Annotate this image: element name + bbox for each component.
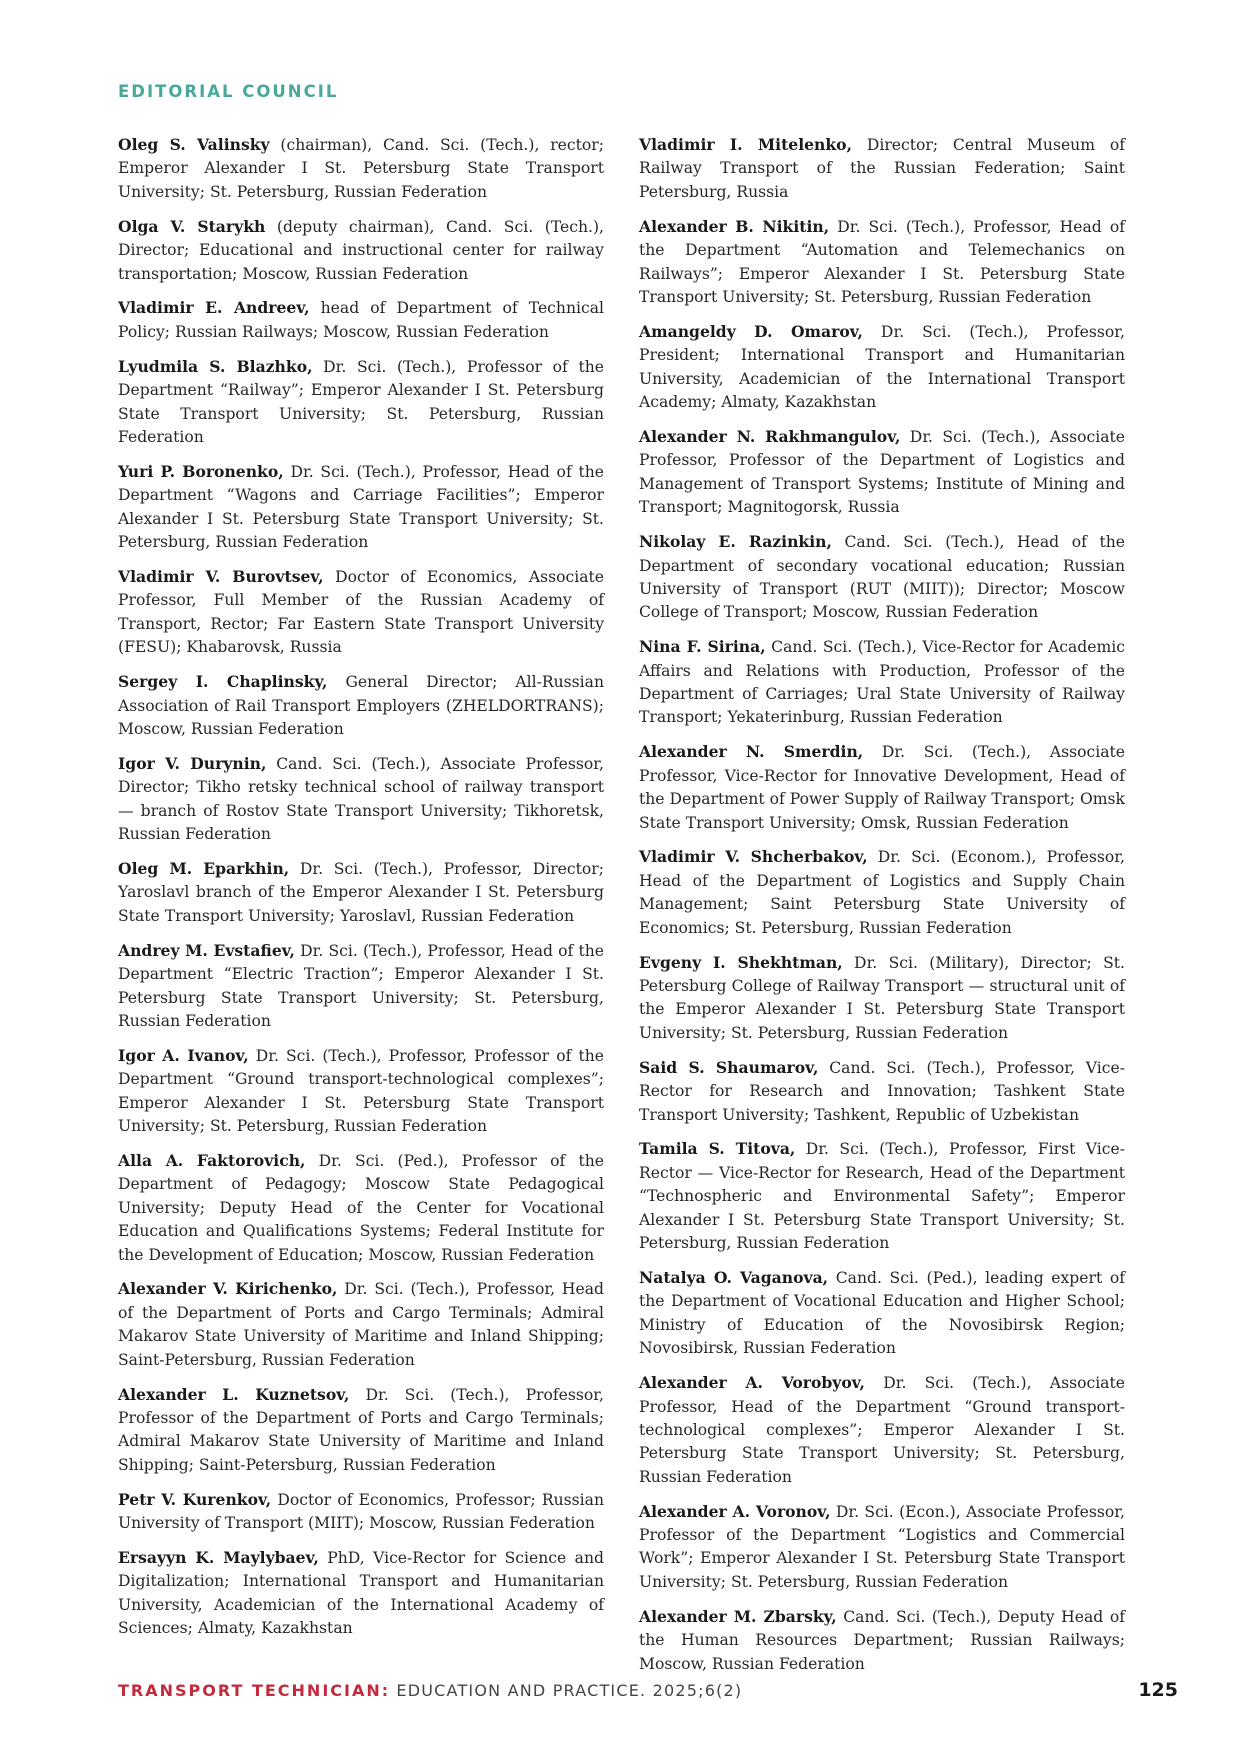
member-name: Lyudmila S. Blazhko, xyxy=(118,356,313,376)
member-description: (chairman), Cand. Sci. (Tech.), rector; Emperor Alexander I St. Petersburg State Transport University; St. Petersburg, Russian Federation xyxy=(118,136,604,201)
member-entry xyxy=(639,1371,1125,1489)
member-description: Dr. Sci. (Tech.), Professor, Head of the Department “Automation and Telemechanics on Railways”; Emperor Alexander I St. Petersburg State Transport University; St. Petersburg, Russian Federation xyxy=(639,217,1125,306)
member-description: Dr. Sci. (Tech.), Professor, Head of the Department “Electric Traction”; Emperor Alexander I St. Petersburg State Transport University; St. Petersburg, Russian Federation xyxy=(118,941,604,1030)
member-entry xyxy=(118,670,604,741)
member-entry xyxy=(118,355,604,450)
member-name: Oleg M. Eparkhin, xyxy=(118,858,290,878)
member-description: Cand. Sci. (Ped.), leading expert of the Department of Vocational Education and Higher School; Ministry of Education of the Novosibirsk Region; Novosibirsk, Russian Federation xyxy=(639,1268,1125,1358)
member-entry xyxy=(639,215,1125,310)
member-name: Tamila S. Titova, xyxy=(639,1139,796,1159)
member-description: Dr. Sci. (Tech.), Professor, First Vice-Rector — Vice-Rector for Research, Head of the Department “Technospheric and Environmental Safety”; Emperor Alexander I St. Petersburg State Transport University; St. Petersburg, Russian Federation xyxy=(639,1140,1125,1253)
member-name: Said S. Shaumarov, xyxy=(639,1057,819,1077)
member-name: Sergey I. Chaplinsky, xyxy=(118,672,328,692)
member-entry xyxy=(118,752,604,847)
member-entry xyxy=(118,1546,604,1641)
member-name: Alexander A. Vorobyov, xyxy=(639,1373,865,1393)
member-name: Yuri P. Boronenko, xyxy=(118,461,284,481)
member-description: Dr. Sci. (Tech.), Professor, Professor of the Department of Ports and Cargo Terminals; Admiral Makarov State University of Maritime and Inland Shipping; Saint-Petersburg, Russian Federation xyxy=(118,1385,604,1474)
member-name: Vladimir V. Burovtsev, xyxy=(118,567,324,586)
member-description: Cand. Sci. (Tech.), Deputy Head of the Human Resources Department; Russian Railways; Moscow, Russian Federation xyxy=(639,1607,1125,1673)
member-name: Alexander N. Smerdin, xyxy=(639,742,864,762)
section-heading: EDITORIAL COUNCIL xyxy=(118,82,339,101)
member-entry xyxy=(639,425,1125,520)
member-description: Director; Central Museum of Railway Transport of the Russian Federation; Saint Petersburg, Russia xyxy=(639,136,1125,201)
member-entry xyxy=(118,215,604,286)
journal-issue: 2025;6(2) xyxy=(646,1681,743,1700)
member-entry xyxy=(639,530,1125,625)
member-name: Vladimir E. Andreev, xyxy=(118,298,310,318)
journal-title xyxy=(118,1681,742,1700)
member-entry xyxy=(118,133,604,204)
member-entry xyxy=(639,740,1125,835)
member-name: Vladimir I. Mitelenko, xyxy=(639,135,853,154)
member-description: Dr. Sci. (Tech.), Professor, President; International Transport and Humanitarian University, Academician of the International Transport Academy; Almaty, Kazakhstan xyxy=(639,322,1126,412)
member-description: Cand. Sci. (Tech.), Associate Professor, Director; Tikho retsky technical school of railway transport — branch of Rostov State Transport University; Tikhoretsk, Russian Federation xyxy=(118,754,604,844)
member-description: Dr. Sci. (Tech.), Professor of the Department “Railway”; Emperor Alexander I St. Petersburg State Transport University; St. Petersburg, Russian Federation xyxy=(118,357,604,446)
journal-subtitle: EDUCATION AND PRACTICE. xyxy=(390,1681,647,1700)
member-description: Dr. Sci. (Tech.), Professor, Director; Yaroslavl branch of the Emperor Alexander I St. Petersburg State Transport University; Yaroslavl, Russian Federation xyxy=(118,859,605,925)
member-entry xyxy=(118,939,604,1034)
member-description: Dr. Sci. (Econ.), Associate Professor, Professor of the Department “Logistics and Commercial Work”; Emperor Alexander I St. Petersburg State Transport University; St. Petersburg, Russian Federation xyxy=(639,1502,1125,1591)
member-entry xyxy=(118,296,604,344)
member-description: Dr. Sci. (Tech.), Associate Professor, Vice-Rector for Innovative Development, Head of the Department of Power Supply of Railway Transport; Omsk State Transport University; Omsk, Russian Federation xyxy=(639,743,1125,832)
member-name: Amangeldy D. Omarov, xyxy=(639,321,863,341)
member-description: (deputy chairman), Cand. Sci. (Tech.), Director; Educational and instructional center for railway transportation; Moscow, Russian Federation xyxy=(118,217,604,283)
member-entry xyxy=(639,1605,1125,1676)
member-name: Alexander V. Kirichenko, xyxy=(118,1279,338,1299)
member-description: Dr. Sci. (Tech.), Professor, Head of the Department of Ports and Cargo Terminals; Admiral Makarov State University of Maritime and Inland Shipping; Saint-Petersburg, Russian Federation xyxy=(118,1280,604,1369)
member-name: Alexander L. Kuznetsov, xyxy=(118,1384,350,1404)
member-description: Dr. Sci. (Tech.), Associate Professor, Head of the Department “Ground transport-technological complexes”; Emperor Alexander I St. Petersburg State Transport University; St. Petersburg, Russian Federation xyxy=(639,1374,1125,1486)
member-entry xyxy=(118,565,604,660)
member-description: PhD, Vice-Rector for Science and Digitalization; International Transport and Humanitarian University, Academician of the International Academy of Sciences; Almaty, Kazakhstan xyxy=(118,1549,604,1638)
member-description: Cand. Sci. (Tech.), Head of the Department of secondary vocational education; Russian University of Transport (RUT (MIIT)); Director; Moscow College of Transport; Moscow, Russian Federation xyxy=(639,533,1126,622)
member-name: Alexander A. Voronov, xyxy=(639,1501,831,1521)
member-description: Dr. Sci. (Ped.), Professor of the Department of Pedagogy; Moscow State Pedagogical University; Deputy Head of the Center for Vocational Education and Qualifications Systems; Federal Institute for the Development of Education; Moscow, Russian Federation xyxy=(118,1151,605,1264)
page-number: 125 xyxy=(1138,1679,1178,1701)
member-entry xyxy=(118,1277,604,1372)
member-name: Alexander B. Nikitin, xyxy=(639,216,830,236)
member-entry xyxy=(118,1149,604,1267)
member-name: Petr V. Kurenkov, xyxy=(118,1489,272,1509)
member-name: Igor A. Ivanov, xyxy=(118,1045,249,1065)
member-name: Alexander M. Zbarsky, xyxy=(639,1606,837,1626)
member-entry xyxy=(118,460,604,555)
member-name: Natalya O. Vaganova, xyxy=(639,1267,829,1287)
member-description: Dr. Sci. (Military), Director; St. Petersburg College of Railway Transport — structural unit of the Emperor Alexander I St. Petersburg State Transport University; St. Petersburg, Russian Federation xyxy=(639,953,1125,1042)
member-entry xyxy=(118,1044,604,1139)
member-description: Dr. Sci. (Tech.), Associate Professor, Professor of the Department of Logistics and Management of Transport Systems; Institute of Mining and Transport; Magnitogorsk, Russia xyxy=(639,427,1125,517)
member-entry xyxy=(639,133,1125,204)
member-name: Vladimir V. Shcherbakov, xyxy=(639,847,868,867)
member-description: Dr. Sci. (Tech.), Professor, Professor of the Department “Ground transport-technological complexes”; Emperor Alexander I St. Petersburg State Transport University; St. Petersburg, Russian Federation xyxy=(118,1046,604,1136)
member-description: Doctor of Economics, Professor; Russian University of Transport (MIIT); Moscow, Russian Federation xyxy=(118,1490,604,1533)
member-entry xyxy=(639,845,1125,940)
member-description: Dr. Sci. (Tech.), Professor, Head of the Department “Wagons and Carriage Facilities”; Emperor Alexander I St. Petersburg State Transport University; St. Petersburg, Russian Federation xyxy=(118,462,604,552)
member-entry xyxy=(118,1488,604,1536)
member-entry xyxy=(639,1500,1125,1595)
member-name: Evgeny I. Shekhtman, xyxy=(639,952,843,972)
member-name: Oleg S. Valinsky xyxy=(118,135,270,154)
member-description: Cand. Sci. (Tech.), Professor, Vice-Rector for Research and Innovation; Tashkent State Transport University; Tashkent, Republic of Uzbekistan xyxy=(639,1058,1125,1124)
member-entry xyxy=(639,1266,1125,1361)
member-entry xyxy=(639,1056,1125,1127)
member-description: Cand. Sci. (Tech.), Vice-Rector for Academic Affairs and Relations with Production, Professor of the Department of Carriages; Ural State University of Railway Transport; Yekaterinburg, Russian Federation xyxy=(639,638,1126,727)
right-column xyxy=(639,133,1125,1686)
member-entry xyxy=(118,1383,604,1478)
member-entry xyxy=(639,635,1125,730)
member-entry xyxy=(118,857,604,928)
member-name: Ersayyn K. Maylybaev, xyxy=(118,1548,319,1568)
member-description: General Director; All-Russian Association of Rail Transport Employers (ZHELDORTRANS); Moscow, Russian Federation xyxy=(118,673,604,738)
member-name: Igor V. Durynin, xyxy=(118,753,267,773)
journal-name: TRANSPORT TECHNICIAN: xyxy=(118,1681,391,1700)
member-description: Doctor of Economics, Associate Professor, Full Member of the Russian Academy of Transport, Rector; Far Eastern State Transport University (FESU); Khabarovsk, Russia xyxy=(118,568,604,657)
member-description: Dr. Sci. (Econom.), Professor, Head of the Department of Logistics and Supply Chain Management; Saint Petersburg State University of Economics; St. Petersburg, Russian Federation xyxy=(639,848,1125,937)
member-name: Alexander N. Rakhmangulov, xyxy=(639,426,901,446)
member-entry xyxy=(639,320,1125,415)
member-description: head of Department of Technical Policy; Russian Railways; Moscow, Russian Federation xyxy=(118,299,604,341)
member-name: Alla A. Faktorovich, xyxy=(118,1150,306,1170)
member-entry xyxy=(639,951,1125,1046)
member-name: Nikolay E. Razinkin, xyxy=(639,532,832,552)
member-name: Nina F. Sirina, xyxy=(639,637,766,657)
member-name: Andrey M. Evstafiev, xyxy=(118,940,295,960)
left-column xyxy=(118,133,604,1651)
member-name: Olga V. Starykh xyxy=(118,216,266,236)
page-footer xyxy=(118,1679,1178,1701)
member-entry xyxy=(639,1137,1125,1255)
